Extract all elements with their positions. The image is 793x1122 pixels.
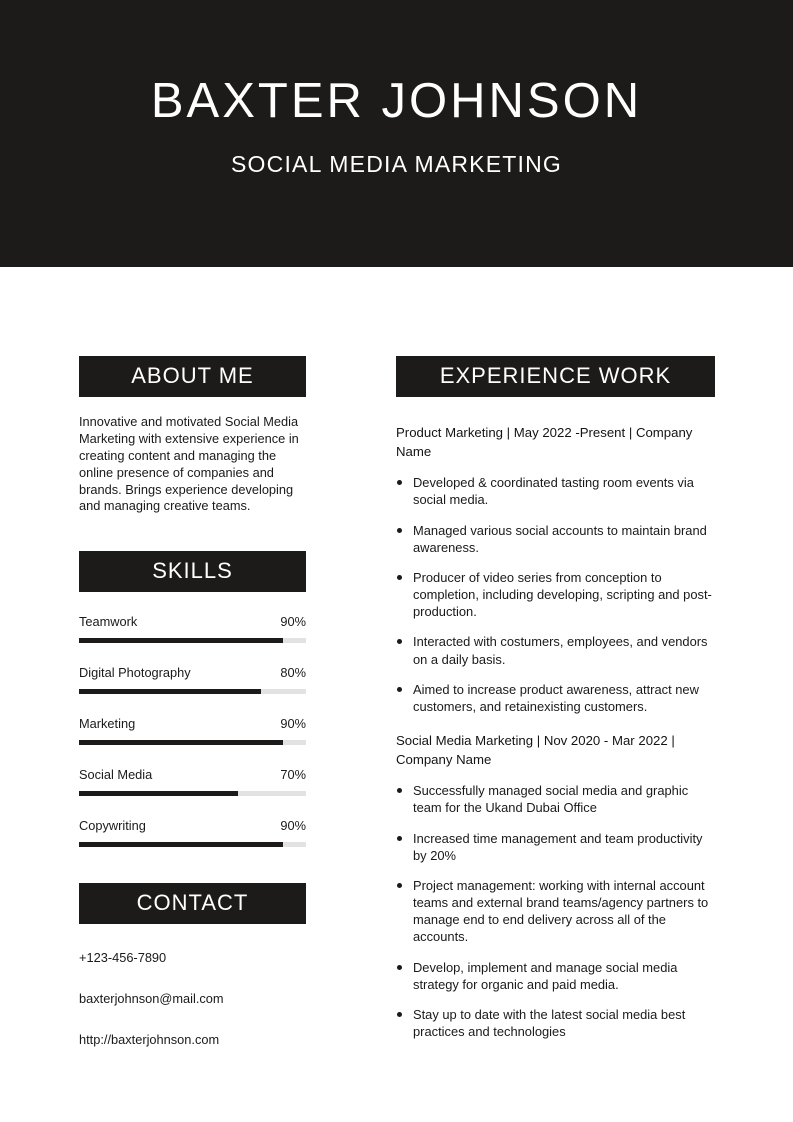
skill-name: Social Media: [79, 767, 153, 783]
job-bullet: Project management: working with internal account teams and external brand teams/agency partners to manage end to end delivery across all of the accounts.: [396, 877, 715, 946]
job-bullet: Stay up to date with the latest social media best practices and technologies: [396, 1006, 715, 1040]
contact-website[interactable]: http://baxterjohnson.com: [79, 1032, 220, 1048]
job-bullet: Developed & coordinated tasting room events via social media.: [396, 474, 715, 508]
skill-bar-track: [79, 689, 306, 694]
skill-name: Marketing: [79, 716, 136, 732]
skill-percent: 80%: [280, 665, 306, 681]
experience-job: [396, 423, 715, 715]
resume-header: [0, 0, 793, 267]
candidate-role: SOCIAL MEDIA MARKETING: [231, 150, 562, 177]
about-text: Innovative and motivated Social Media Marketing with extensive experience in creating content and managing the online presence of companies and brands. Brings experience developing and managing creative teams.: [79, 414, 299, 514]
skill-bar-track: [79, 842, 306, 847]
skill-item: [79, 716, 306, 745]
job-bullet: Increased time management and team productivity by 20%: [396, 830, 715, 864]
skill-bar-fill: [79, 791, 238, 796]
contact-section-title: CONTACT: [79, 883, 306, 924]
left-column: [79, 356, 306, 1047]
job-bullet-list: [396, 474, 715, 715]
skills-section-title: SKILLS: [79, 551, 306, 592]
job-bullet: Managed various social accounts to maintain brand awareness.: [396, 522, 715, 556]
job-bullet: Develop, implement and manage social media strategy for organic and paid media.: [396, 959, 715, 993]
right-column: [396, 356, 715, 1053]
job-bullet: Producer of video series from conception to completion, including developing, scripting and post-production.: [396, 569, 715, 620]
skills-section: [79, 551, 306, 847]
skill-percent: 90%: [280, 716, 306, 732]
experience-job: [396, 731, 715, 1040]
skill-bar-fill: [79, 842, 283, 847]
job-bullet: Aimed to increase product awareness, attract new customers, and retainexisting customers.: [396, 681, 715, 715]
skill-bar-track: [79, 791, 306, 796]
job-heading: Product Marketing | May 2022 -Present | Company Name: [396, 425, 693, 460]
job-bullet-list: [396, 782, 715, 1040]
job-bullet: Interacted with costumers, employees, and vendors on a daily basis.: [396, 633, 715, 667]
contact-email[interactable]: baxterjohnson@mail.com: [79, 991, 224, 1007]
skill-percent: 90%: [280, 614, 306, 630]
skill-bar-fill: [79, 740, 283, 745]
skill-item: [79, 614, 306, 643]
skill-name: Teamwork: [79, 614, 138, 630]
skill-item: [79, 767, 306, 796]
skill-bar-track: [79, 740, 306, 745]
about-section-title: ABOUT ME: [79, 356, 306, 397]
contact-phone[interactable]: +123-456-7890: [79, 950, 167, 966]
skill-bar-fill: [79, 689, 261, 694]
job-bullet: Successfully managed social media and graphic team for the Ukand Dubai Office: [396, 782, 715, 816]
skill-bar-track: [79, 638, 306, 643]
skill-percent: 70%: [280, 767, 306, 783]
job-heading: Social Media Marketing | Nov 2020 - Mar 2022 | Company Name: [396, 733, 675, 768]
contact-section: [79, 883, 306, 1047]
experience-section-title: EXPERIENCE WORK: [396, 356, 715, 397]
skill-item: [79, 818, 306, 847]
skill-name: Digital Photography: [79, 665, 191, 681]
candidate-name: BAXTER JOHNSON: [150, 74, 643, 129]
skill-percent: 90%: [280, 818, 306, 834]
skill-bar-fill: [79, 638, 283, 643]
skill-item: [79, 665, 306, 694]
skill-name: Copywriting: [79, 818, 146, 834]
